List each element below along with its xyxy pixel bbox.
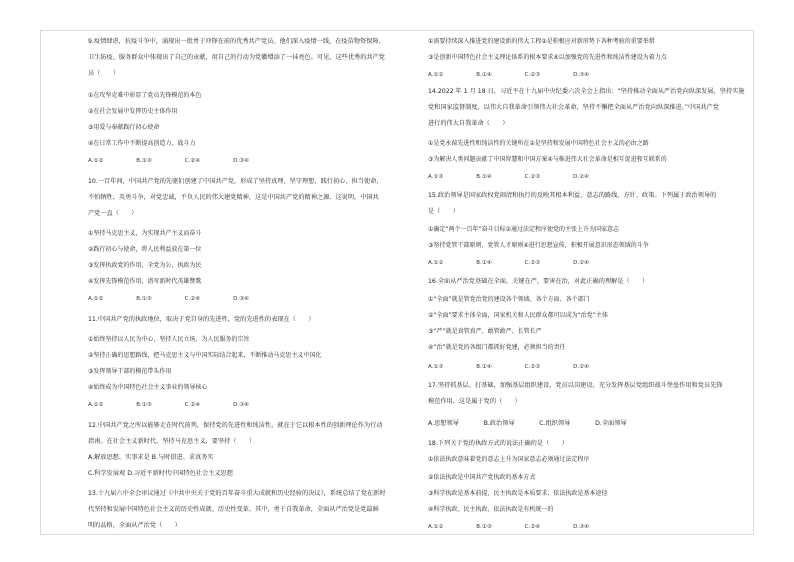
option-line: ④科学执政、民主执政、依法执政是有机统一的 xyxy=(428,506,554,513)
option-line: ④发挥先锋模范作用，谱写新时代英雄赞歌 xyxy=(88,278,202,285)
option-line: ③科学执政是基本前提、民主执政是本质要求、依法执政是基本途径 xyxy=(428,490,608,497)
option-line: ①始终坚持以人民为中心，坚持人民立场，为人民服务的宗旨 xyxy=(88,336,250,343)
option-line: ①“全面”就是管党治党的建设各个领域、各个方面、各个部门 xyxy=(428,296,590,303)
option-line: ①是党永葆先进性和纯洁性的关键所在②是坚持和发展中国特色社会主义的必由之路 xyxy=(428,140,649,147)
answer-choices: A.①③ B.①④ C.②③ D.②④ xyxy=(428,174,589,180)
option-line: ①在攻坚克难中彰显了党员先锋模范的本色 xyxy=(88,92,202,99)
option-line: ③是创新中国特色社会主义理论体系的根本要求④以加强党的先进性和纯洁性建设为着力点 xyxy=(428,54,667,61)
option-line: ②践行初心与使命，将人民利益放在第一位 xyxy=(88,246,202,253)
answer-choices: A.①② B.①④ C.②③ D.③④ xyxy=(428,72,589,78)
question-text: 11.中国共产党的执政地位，取决于党自身的先进性，党的先进性的表现在（ ） xyxy=(88,316,315,323)
option-line: ③为解决人类问题贡献了中国智慧和中国方案④与推进伟大社会革命是相互促进和互联系的 xyxy=(428,156,667,163)
question-text: 10.一百年间，中国共产党的先驱们创建了中国共产党，形成了坚持真理、坚守理想，践行初心、担当使命， xyxy=(88,178,383,185)
option-line: ①依法执政意味着党的意志上升为国家意志必须通过法定程序 xyxy=(428,456,590,463)
option-line: ③用爱与奉献践行初心使命 xyxy=(88,124,160,131)
question-text: C.科学发展观 D.习近平新时代中国特色社会主义思想 xyxy=(88,470,233,477)
question-text: 指南。在社会主义新时代，坚持马克思主义，要坚持（ ） xyxy=(88,438,256,445)
option-line: ②依法执政是中国共产党执政的基本方式 xyxy=(428,474,536,481)
answer-choices: A.①② B.①③ C.②④ D.③④ xyxy=(428,524,589,530)
option-line: ③“严”就是真管真严、敢管敢严、长管长严 xyxy=(428,328,542,335)
question-text: A.思想领导 B.政治领导 C.组织领导 D.全面领导 xyxy=(428,420,627,427)
option-line: ③发挥执政党的作用，全党为公，执政为民 xyxy=(88,262,202,269)
question-text: 13.十九届六中全会审议通过《中共中央关于党的百年奋斗重大成就和历史经验的决议》，系统总结了党在新时 xyxy=(88,490,386,497)
question-text: 不怕牺牲，英勇斗争，对党忠诚，不负人民的伟大建党精神，这是中国共产党的精神之源。这说明，中国共 xyxy=(88,194,379,201)
option-line: ③发挥领导干部的模范带头作用 xyxy=(88,368,172,375)
answer-choices: A.①② B.①③ C.②④ D.③④ xyxy=(88,158,249,164)
option-line: ②“全面”要求主体全面，国家机关和人民群众都可以成为“治党”主体 xyxy=(428,312,608,319)
option-line: ①需要持续深入推进党的建设新的伟大工程②是积极应对新形势下各种考验的重要举措 xyxy=(428,38,655,45)
option-line: ①确定“两个一百年”奋斗目标②通过法定程序使党的主张上升为国家意志 xyxy=(428,226,619,233)
answer-choices: A.①② B.①④ C.②③ D.②④ xyxy=(428,260,589,266)
question-text: 模范作用，这是属于党的（ ） xyxy=(428,398,521,405)
question-text: 16.全面从严治党基础在全面，关键在严，要害在治，对此正确的理解是（ ） xyxy=(428,278,649,285)
question-text: 明的品格，全面从严治党（ ） xyxy=(88,522,181,529)
answer-choices: A.①② B.①③ C.②④ D.③④ xyxy=(88,296,249,302)
question-text: 产党一直（ ） xyxy=(88,210,138,217)
question-text: 15.政治领导是国家政权党闹清和执行的反映其根本利益、意志的路线、方针、政策。下列属于政治领导的 xyxy=(428,192,717,199)
question-text: 12.中国共产党之所以能够走在时代前列，保持党的先进性和纯洁性，就在于它以根本性的创新理论作为行动 xyxy=(88,422,383,429)
question-text: 18.下列关于党的执政方式的说法正确的是（ ） xyxy=(428,440,568,447)
option-line: ①坚持马克思主义，为实现共产主义而奋斗 xyxy=(88,230,202,237)
question-text: 17.坚持抓基层、打基础，加强基层组织建设，党员以岗建设，充分发挥基层党组织战斗堡垒作用和党员先锋 xyxy=(428,382,723,389)
question-text: 卫生防疫、服务群众中体现出了自己的贡献，用自己的行动为党徽增添了一抹亮色。可见，这些优秀的共产党 xyxy=(88,54,385,61)
option-line: ④在日常工作中不断提高创造力、战斗力 xyxy=(88,140,196,147)
question-text: 党和国家监督制度，以伟大自我革命引领伟大社会革命，坚持不懈把全面从严治党向纵深推进。”中国共产党 xyxy=(428,104,719,111)
question-text: 代坚持和发展中国特色社会主义的历史性成就、历史性变革，其中，勇于自我革命，全面从严治党是党最鲜 xyxy=(88,506,379,513)
option-line: ②在社会发展中发挥历史主体作用 xyxy=(88,108,178,115)
answer-choices: A.①② B.①③ C.②④ D.③④ xyxy=(88,402,249,408)
option-line: ④“治”就是党的各级门都抓好党建，必须担当的责任 xyxy=(428,344,566,351)
option-line: ②坚持正确的思想路线，把马克思主义与中国实际结合起来，不断推动马克思主义中国化 xyxy=(88,352,322,359)
question-text: 是（ ） xyxy=(428,208,459,215)
question-text: 进行的伟大自我革命（ ） xyxy=(428,120,509,127)
question-text: A.解放思想、实事求是 B.与时俱进、求真务实 xyxy=(88,454,214,461)
question-text: 14.2022 年 1 月 18 日，习近平在十九届中央纪委六次全会上指出：“坚持推动全面从严治党向纵深发展，坚持实施 xyxy=(428,88,745,95)
option-line: ④始终成为中国特色社会主义事业的领导核心 xyxy=(88,384,208,391)
option-line: ③坚持党管干部原则，党管人才原则④进行思想宣传，积极开展意识形态领域的斗争 xyxy=(428,242,649,249)
question-text: 员（ ） xyxy=(88,70,119,77)
question-text: 9.疫情肆虐，抗疫斗争中，涌现出一批勇于冲锋在前的优秀共产党员。他们深入疫情一线，在疫苗物资保障、 xyxy=(88,38,385,45)
answer-choices: A.①③ B.①④ C.②③ D.②④ xyxy=(428,364,589,370)
